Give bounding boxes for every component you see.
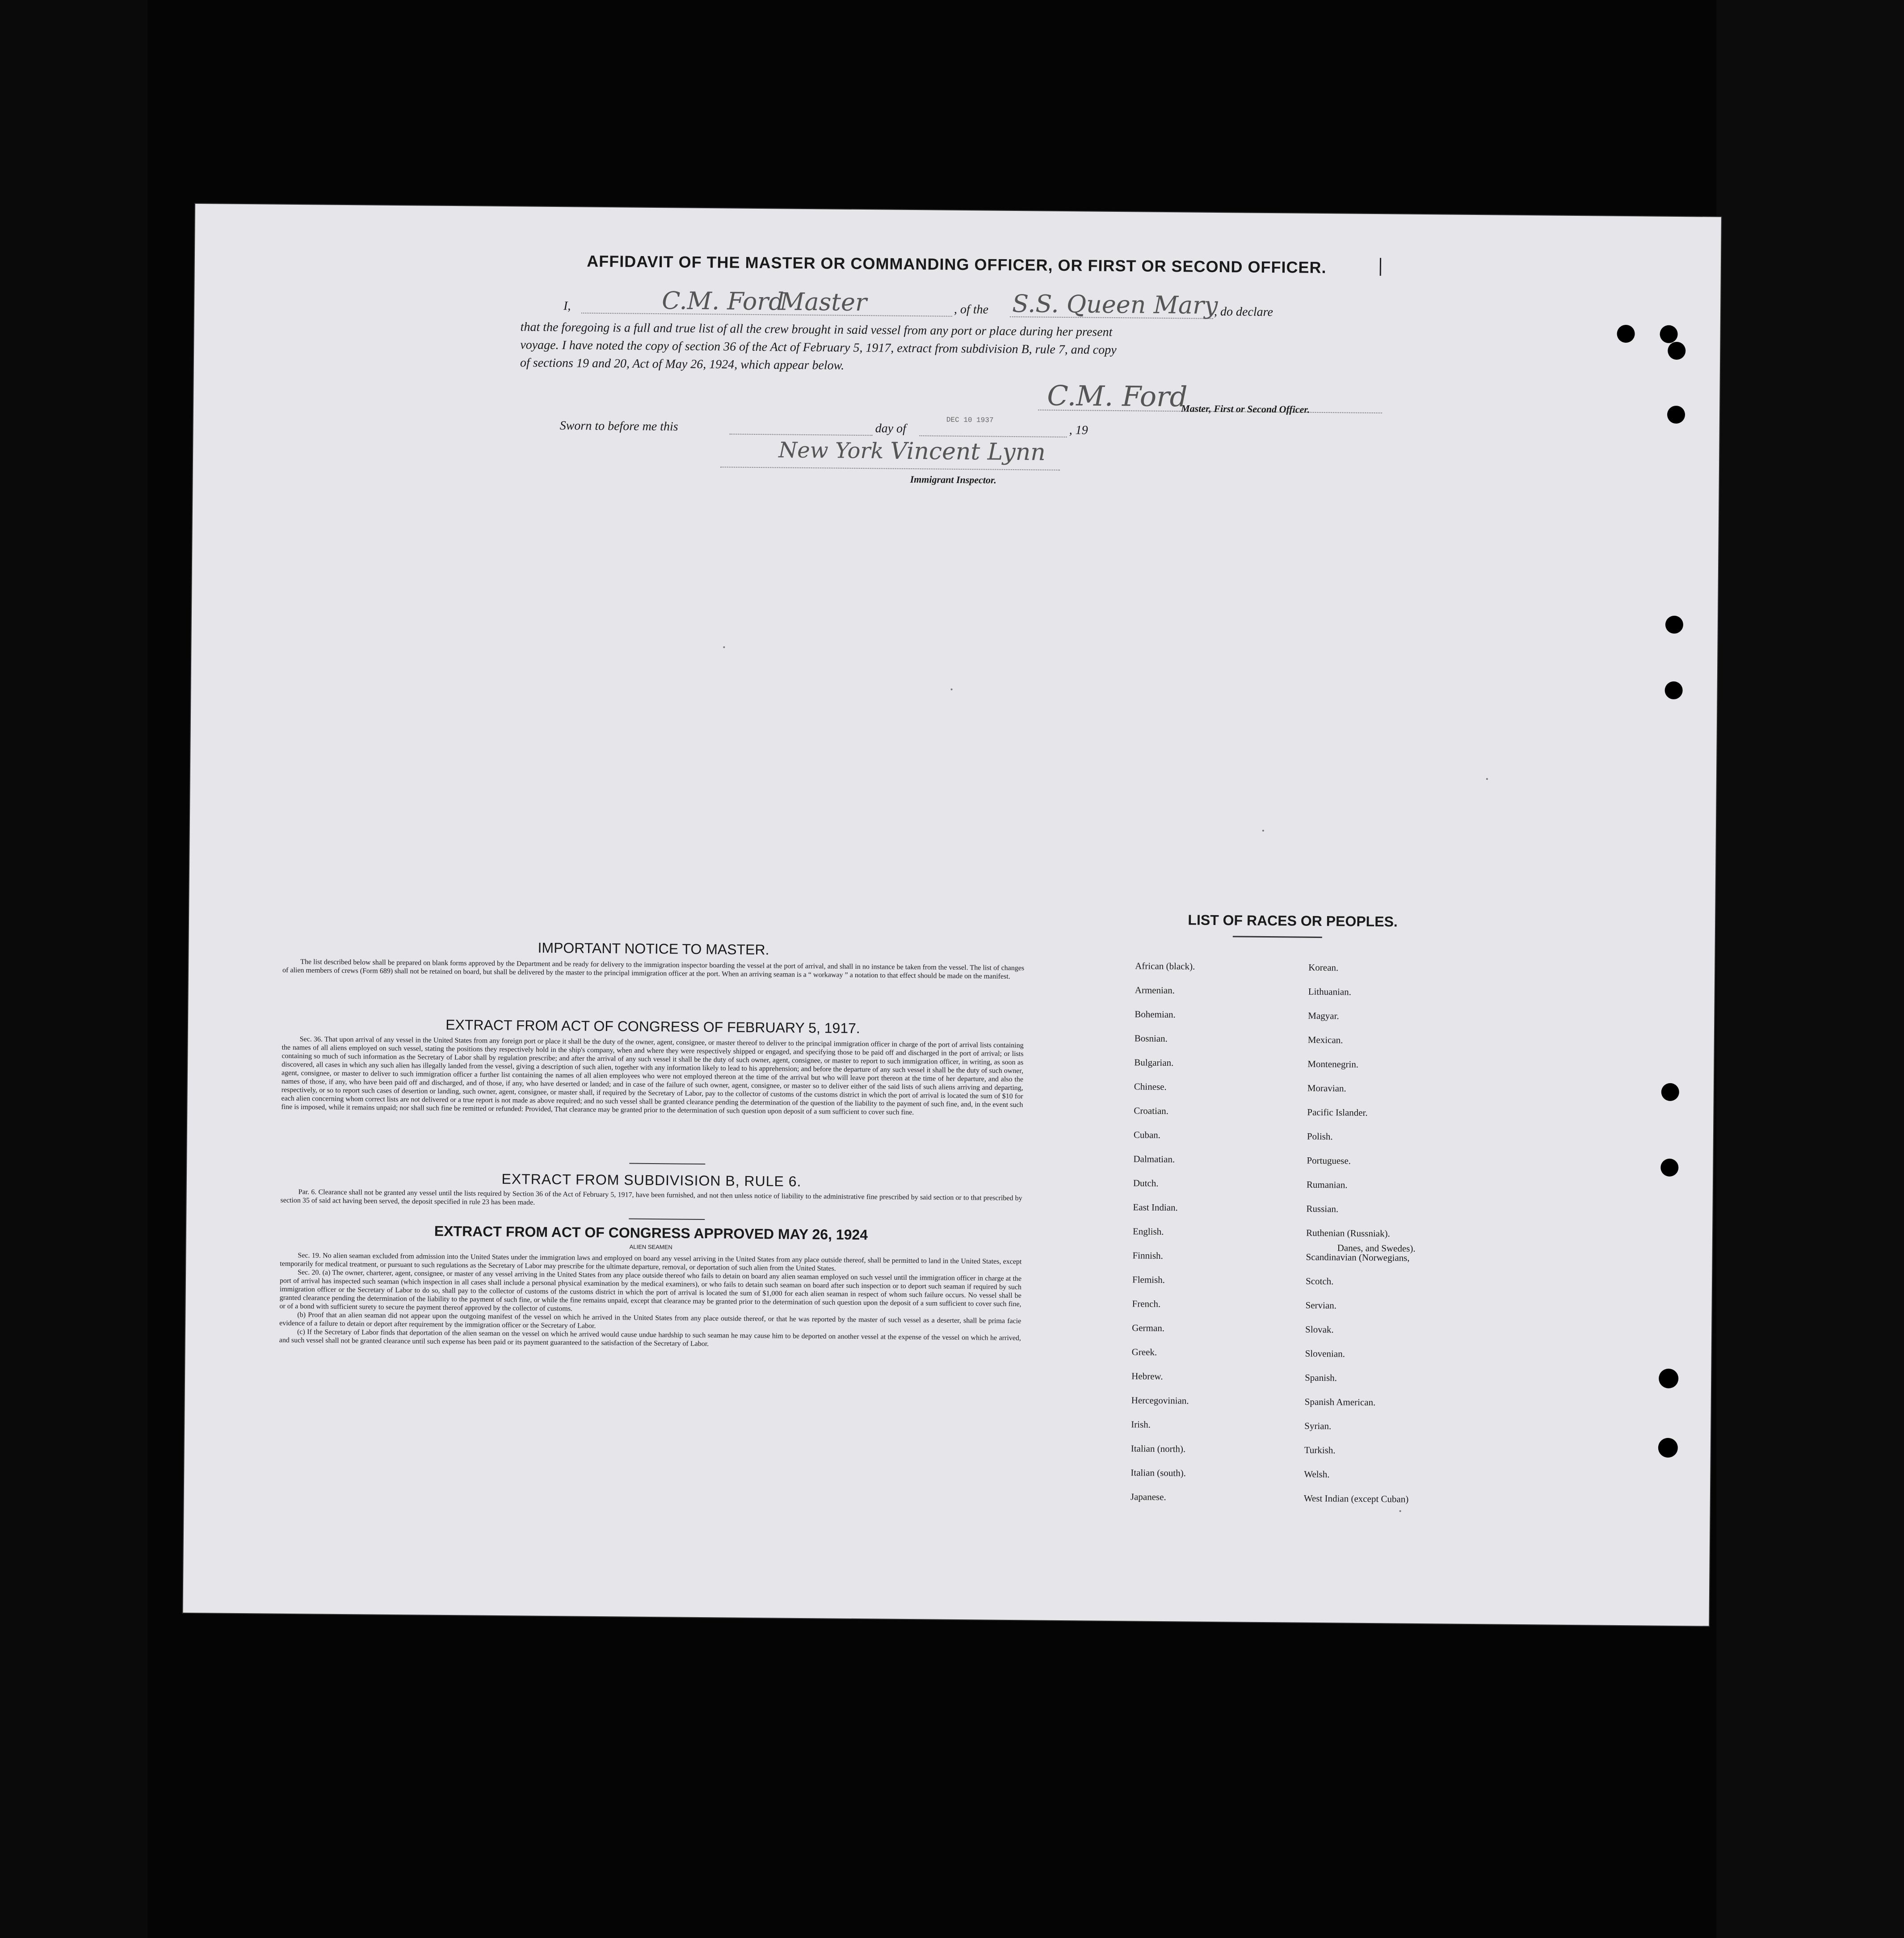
month-blank-line	[920, 435, 1067, 437]
race-item: Polish.	[1307, 1131, 1333, 1142]
binder-hole	[1658, 1438, 1678, 1458]
section-20b-paragraph: (b) Proof that an alien seaman did not appear upon the outgoing manifest of the vessel on which he arrived in the United States from any place outside thereof, or that he was reported by the master of such vessel as a deserter, shall be prima facie evidence of a failure to detain or deport after requirement by the immigration officer or the Secretary of Labor.	[279, 1311, 1021, 1330]
race-item: Ruthenian (Russniak).	[1306, 1227, 1390, 1239]
notice-paragraph: The list described below shall be prepared on blank forms approved by the Department and be ready for delivery to the immigration inspector boarding the vessel at the port of arrival, and shall in no instance be taken from the vessel. The list of changes of alien members of crews (Form 689) shall not be retained on board, but shall be delivered by the master to the principal immigration officer at the port. When an arriving seaman is a “ workaway ” a notation to that effect should be made on the manifest.	[282, 958, 1025, 980]
affidavit-do-declare: , do declare	[1214, 304, 1274, 319]
alien-seamen-subtitle: ALIEN SEAMEN	[629, 1243, 672, 1251]
binder-hole	[1664, 681, 1682, 699]
binder-hole	[1659, 1369, 1678, 1388]
document-page	[183, 204, 1721, 1626]
race-item: East Indian.	[1133, 1202, 1178, 1213]
inspector-blank-line	[720, 467, 1060, 471]
notice-title: IMPORTANT NOTICE TO MASTER.	[538, 939, 769, 958]
race-item: Syrian.	[1304, 1420, 1332, 1432]
scan-speck	[1486, 778, 1488, 780]
race-item: English.	[1132, 1226, 1164, 1237]
race-item: Spanish.	[1305, 1372, 1337, 1383]
extract-1924-title: EXTRACT FROM ACT OF CONGRESS APPROVED MAY 26, 1924	[434, 1223, 868, 1243]
affidavit-line-3: voyage. I have noted the copy of section 36 of the Act of February 5, 1917, extract from subdivision B, rule 7, and copy	[520, 338, 1117, 357]
date-stamp: DEC 10 1937	[946, 416, 994, 425]
affidavit-i-label: I,	[563, 299, 571, 313]
race-item: Mexican.	[1307, 1034, 1343, 1046]
scan-speck	[1400, 1510, 1401, 1512]
extract-1917-title: EXTRACT FROM ACT OF CONGRESS OF FEBRUARY 5, 1917.	[446, 1016, 860, 1037]
notice-body	[282, 958, 1024, 981]
affidavit-line-2: that the foregoing is a full and true list of all the crew brought in said vessel from any port or place during her present	[520, 320, 1113, 339]
race-item: Croatian.	[1134, 1105, 1169, 1117]
binder-hole	[1665, 616, 1683, 634]
race-item: Lithuanian.	[1308, 986, 1352, 997]
races-underline	[1233, 936, 1322, 938]
binder-hole	[1617, 325, 1635, 343]
race-item: African (black).	[1135, 960, 1195, 972]
race-item: Rumanian.	[1306, 1179, 1348, 1190]
race-item: Dalmatian.	[1133, 1153, 1175, 1165]
binder-hole	[1660, 325, 1677, 343]
section-20c-paragraph: (c) If the Secretary of Labor finds that deportation of the alien seaman on the vessel on which he arrived would cause undue hardship to such seaman he may cause him to be deported on another vessel at the expense of the vessel on which he arrived, and such vessel shall not be granted clearance until such expense has been paid or its payment guaranteed to the satisfaction of the Secretary of Labor.	[279, 1328, 1021, 1348]
binder-hole	[1667, 406, 1685, 424]
scanner-border-left	[0, 0, 147, 1938]
day-of-label: day of	[875, 421, 907, 436]
binder-hole	[1660, 1159, 1678, 1177]
handwritten-inspector-signature: Vincent Lynn	[890, 437, 1046, 466]
scan-speck	[951, 689, 953, 690]
race-item-continuation: Danes, and Swedes).	[1337, 1242, 1416, 1254]
race-item: Cuban.	[1133, 1129, 1161, 1140]
extract-1917-paragraph: Sec. 36. That upon arrival of any vessel in the United States from any foreign port or place it shall be the duty of the owner, agent, consignee, or master thereof to deliver to the principal immigration officer in charge of the port of arrival lists containing the names of all aliens employed on such vessel, stating the positions they respectively hold in the ship's company, when and where they were respectively shipped or engaged, and specifying those to be paid off and discharged in the port of arrival; or lists containing so much of such information as the Secretary of Labor shall by regulation prescribe; and after the arrival of any such vessel it shall be the duty of such owner, agent, consignee, or master to report to such immigration officer, in writing, as soon as discovered, all cases in which any such alien has illegally landed from the vessel, giving a description of such alien, together with any information likely to lead to his apprehension; and before the departure of any such vessel it shall be the duty of such owner, agent, consignee, or master to deliver to such immigration officer a further list containing the names of all alien employees who were not employed thereon at the time of the arrival but who will leave port thereon at the time of her departure, and also the names of those, if any, who have been paid off and discharged, and of those, if any, who have deserted or landed; and in case of the failure of such owner, agent, consignee, or master so to deliver either of the said lists of such aliens arriving and departing, respectively, or so to report such cases of desertion or landing, such owner, agent, consignee, or master shall, if required by the Secretary of Labor, pay to the collector of customs of the customs district in which the port of arrival is located the sum of $10 for each alien concerning whom correct lists are not delivered or a true report is not made as above required; and no such vessel shall be granted clearance pending the determination of the question of the liability to the payment of such fine, and, in the event such fine is imposed, while it remains unpaid; nor shall such fine be remitted or refunded: Provided, That clearance may be granted prior to the determination of such question upon deposit of a sum sufficient to cover such fine.	[281, 1035, 1024, 1117]
race-item: Magyar.	[1308, 1010, 1339, 1022]
race-item: Irish.	[1131, 1419, 1151, 1430]
handwritten-vessel-name: S.S. Queen Mary	[1012, 289, 1218, 319]
subdivision-body	[280, 1188, 1022, 1211]
divider	[629, 1163, 705, 1164]
race-item: Bosnian.	[1134, 1033, 1168, 1044]
affidavit-title: AFFIDAVIT OF THE MASTER OR COMMANDING OFFICER, OR FIRST OR SECOND OFFICER.	[587, 252, 1327, 277]
day-blank-line	[730, 433, 873, 436]
race-item: Scandinavian (Norwegians,	[1306, 1251, 1410, 1263]
race-item: Italian (north).	[1131, 1443, 1186, 1455]
race-item: West Indian (except Cuban)	[1303, 1492, 1409, 1505]
sworn-label: Sworn to before me this	[559, 419, 678, 434]
race-item: Japanese.	[1130, 1491, 1166, 1503]
race-item: French.	[1132, 1298, 1161, 1309]
race-item: Korean.	[1308, 962, 1339, 973]
races-column-right	[1304, 955, 1413, 1511]
affidavit-line-4: of sections 19 and 20, Act of May 26, 1924, which appear below.	[520, 356, 845, 373]
race-item: German.	[1132, 1322, 1165, 1334]
race-item: Hercegovinian.	[1131, 1395, 1189, 1406]
race-item: Servian.	[1305, 1299, 1337, 1311]
inspector-caption: Immigrant Inspector.	[910, 473, 996, 486]
race-item: Turkish.	[1304, 1444, 1336, 1456]
race-item: Welsh.	[1304, 1468, 1330, 1480]
race-item: Slovenian.	[1305, 1348, 1345, 1359]
race-item: Scotch.	[1305, 1275, 1334, 1287]
binder-hole	[1668, 342, 1685, 360]
race-item: Chinese.	[1134, 1081, 1167, 1093]
handwritten-master-signature: C.M. Ford	[1047, 379, 1188, 413]
race-item: Spanish American.	[1304, 1396, 1376, 1408]
scan-speck	[723, 646, 725, 648]
divider	[629, 1219, 705, 1220]
race-item: Greek.	[1131, 1346, 1157, 1358]
section-19-paragraph: Sec. 19. No alien seaman excluded from admission into the United States under the immigration laws and employed on board any vessel arriving in the United States from any place outside thereof, shall be permitted to land in the United States, except temporarily for medical treatment, or pursuant to such regulations as the Secretary of Labor may prescribe for the ultimate departure, removal, or deportation of such alien from the United States.	[280, 1252, 1022, 1273]
race-item: Russian.	[1306, 1203, 1339, 1215]
race-item: Slovak.	[1305, 1324, 1334, 1335]
handwritten-master-name: C.M. Ford	[661, 286, 785, 316]
race-item: Dutch.	[1133, 1177, 1159, 1189]
race-item: Pacific Islander.	[1307, 1106, 1368, 1118]
margin-mark	[1380, 258, 1381, 276]
race-item: Finnish.	[1132, 1250, 1163, 1261]
extract-1924-body	[279, 1251, 1022, 1351]
binder-hole	[1661, 1083, 1679, 1101]
race-item: Montenegrin.	[1307, 1058, 1359, 1070]
extract-1917-body	[281, 1035, 1023, 1118]
subdivision-title: EXTRACT FROM SUBDIVISION B, RULE 6.	[501, 1171, 802, 1190]
race-item: Moravian.	[1307, 1082, 1346, 1094]
races-column-left	[1131, 954, 1195, 1509]
section-20a-paragraph: Sec. 20. (a) The owner, charterer, agent, consignee, or master of any vessel arriving in the United States from any place outside thereof who fails to detain on board any alien seaman employed on such vessel until the immigration officer in charge at the port of arrival has inspected such seaman (which inspection in all cases shall include a personal physical examination by the medical examiners), or who fails to detain such seaman on board after such inspection or to deport such seaman if required by such immigration officer or the Secretary of Labor to do so, shall pay to the collector of customs of the customs district in which the port of arrival is located the sum of $1,000 for each alien seaman in respect of whom such failure occurs. No vessel shall be granted clearance pending the determination of the liability to the payment of such fine, or while the fine remains unpaid, except that clearance may be granted prior to the determination of such question upon the deposit of a sum sufficient to cover such fine, or of a bond with sufficient surety to secure the payment thereof approved by the collector of customs.	[279, 1269, 1022, 1313]
subdivision-paragraph: Par. 6. Clearance shall not be granted any vessel until the lists required by Section 36 of the Act of February 5, 1917, have been furnished, and not then unless notice of liability to the administrative fine prescribed by said section or to that prescribed by section 35 of said act having been served, the deposit specified in rule 23 has been made.	[280, 1188, 1022, 1207]
scan-speck	[1262, 830, 1264, 832]
race-item: Armenian.	[1135, 984, 1175, 996]
year-prefix: , 19	[1069, 423, 1088, 437]
race-item: Bulgarian.	[1134, 1057, 1174, 1068]
race-item: Bohemian.	[1135, 1009, 1176, 1020]
handwritten-place: New York	[778, 437, 884, 464]
race-item: Italian (south).	[1131, 1467, 1186, 1479]
affidavit-of-the: , of the	[954, 302, 989, 317]
handwritten-rank: Master	[779, 287, 867, 317]
master-caption: Master, First or Second Officer.	[1181, 403, 1310, 415]
race-item: Flemish.	[1132, 1274, 1165, 1286]
races-title: LIST OF RACES OR PEOPLES.	[1188, 912, 1398, 930]
scanner-border-right	[1716, 0, 1904, 1938]
race-item: Portuguese.	[1307, 1155, 1351, 1166]
race-item: Hebrew.	[1131, 1370, 1163, 1382]
